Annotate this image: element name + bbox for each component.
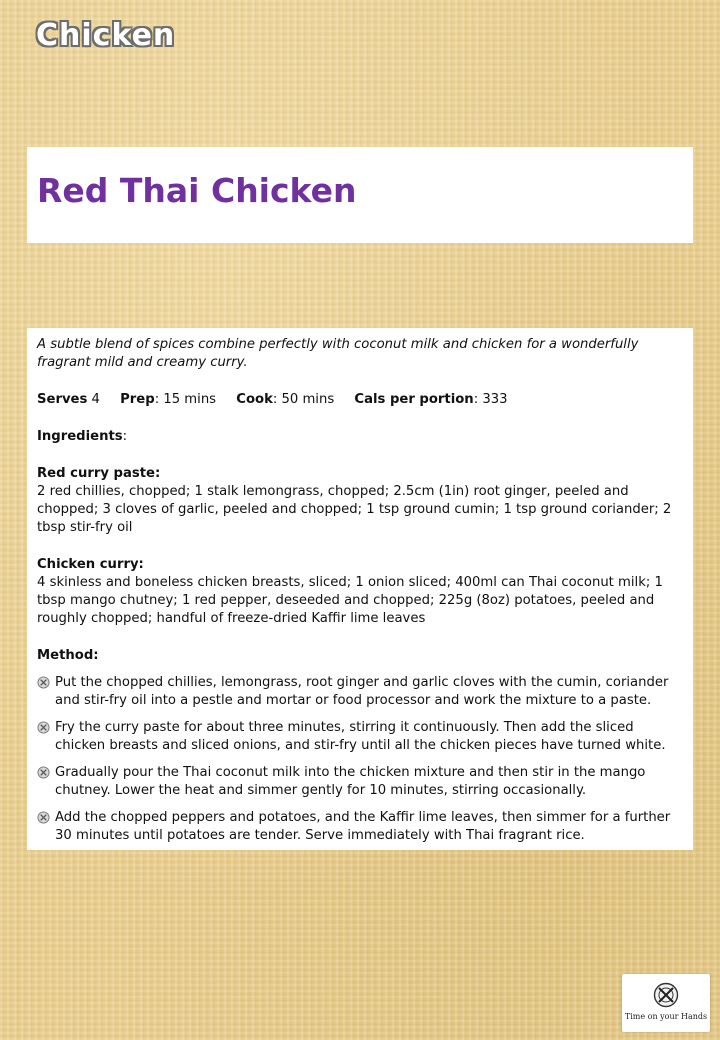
curry-heading: Chicken curry: xyxy=(37,557,144,572)
step-bullet-icon xyxy=(37,721,50,734)
method-step: Fry the curry paste for about three minutes, stirring it continuously. Then add the sliced chicken breasts and sliced onions, and stir-fry until all the chicken pieces have turned white. xyxy=(37,719,683,755)
method-step: Put the chopped chillies, lemongrass, root ginger and garlic cloves with the cumin, coriander and stir-fry oil into a pestle and mortar or food processor and work the mixture to a paste. xyxy=(37,674,683,710)
method-step: Add the chopped peppers and potatoes, and the Kaffir lime leaves, then simmer for a further 30 minutes until potatoes are tender. Serve immediately with Thai fragrant rice. xyxy=(37,809,683,845)
paste-ingredients: 2 red chillies, chopped; 1 stalk lemongrass, chopped; 2.5cm (1in) root ginger, peeled and chopped; 3 cloves of garlic, peeled and chopped; 1 tsp ground cumin; 1 tsp ground coriander; 2 tbsp stir-fry oil xyxy=(37,484,672,535)
method-heading: Method: xyxy=(37,648,99,663)
curry-section xyxy=(37,556,683,628)
category-title: Chicken xyxy=(36,18,176,53)
paste-section xyxy=(37,465,683,537)
recipe-title: Red Thai Chicken xyxy=(37,171,357,210)
curry-ingredients: 4 skinless and boneless chicken breasts, sliced; 1 onion sliced; 400ml can Thai coconut milk; 1 tbsp mango chutney; 1 red pepper, deseeded and chopped; 225g (8oz) potatoes, peeled and roughly chopped; handful of freeze-dried Kaffir lime leaves xyxy=(37,575,663,626)
cook-value: : 50 mins xyxy=(272,392,335,407)
serves-label: Serves xyxy=(37,392,88,407)
title-panel xyxy=(27,147,693,243)
brand-name: Time on your Hands xyxy=(624,1012,708,1021)
prep-value: : 15 mins xyxy=(154,392,217,407)
step-bullet-icon xyxy=(37,676,50,689)
ingredients-heading: Ingredients: xyxy=(37,429,128,444)
method-list xyxy=(37,674,683,845)
cals-label: Cals per portion xyxy=(354,392,474,407)
crossed-cutlery-plate-icon xyxy=(653,982,679,1008)
step-bullet-icon xyxy=(37,766,50,779)
paste-heading: Red curry paste: xyxy=(37,466,161,481)
cook-label: Cook xyxy=(236,392,273,407)
step-bullet-icon xyxy=(37,811,50,824)
brand-logo xyxy=(622,974,710,1032)
method-step: Gradually pour the Thai coconut milk into the chicken mixture and then stir in the mango chutney. Lower the heat and simmer gently for 10 minutes, stirring occasionally. xyxy=(37,764,683,800)
prep-label: Prep xyxy=(120,392,155,407)
serves-value: 4 xyxy=(91,392,100,407)
recipe-meta xyxy=(37,391,683,409)
recipe-panel xyxy=(27,328,693,850)
recipe-intro: A subtle blend of spices combine perfectly with coconut milk and chicken for a wonderfully fragrant mild and creamy curry. xyxy=(37,337,639,370)
cals-value: : 333 xyxy=(473,392,508,407)
